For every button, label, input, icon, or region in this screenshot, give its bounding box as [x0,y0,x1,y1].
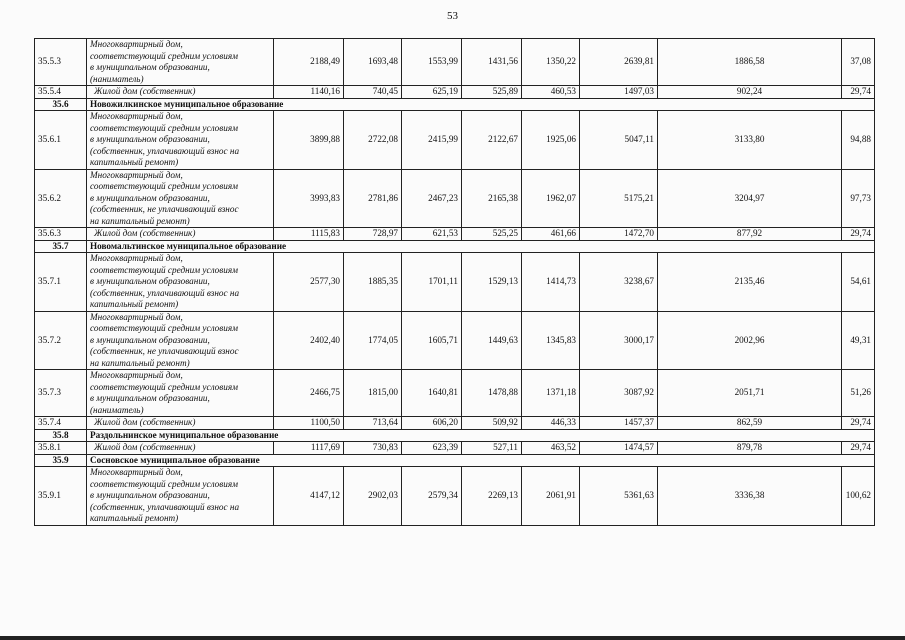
value-cell: 1815,00 [344,370,402,417]
value-cell: 525,25 [462,228,522,241]
row-description [87,169,274,228]
value-cell: 623,39 [402,442,462,455]
value-cell: 877,92 [658,228,842,241]
table-row [35,467,875,526]
table-row [35,253,875,312]
value-cell: 1474,57 [580,442,658,455]
section-row [35,240,875,253]
value-cell: 37,08 [842,39,875,86]
value-cell: 525,89 [462,86,522,99]
row-code: 35.6.1 [35,111,87,170]
value-cell: 2188,49 [274,39,344,86]
section-title: Раздольнинское муниципальное образование [87,429,875,442]
description-line: соответствующий средним условиям [90,181,238,191]
description-line: (собственник, не уплачивающий взнос [90,346,239,356]
row-description [87,417,274,430]
value-cell: 3204,97 [658,169,842,228]
value-cell: 3000,17 [580,311,658,370]
value-cell: 94,88 [842,111,875,170]
description-line: Многоквартирный дом, [90,39,183,49]
section-row [35,429,875,442]
description-line: соответствующий средним условиям [90,122,238,133]
row-code: 35.5.3 [35,39,87,86]
row-description [87,111,274,170]
description-line: Жилой дом (собственник) [94,228,196,238]
table-row [35,311,875,370]
value-cell: 1605,71 [402,311,462,370]
description-line: Многоквартирный дом, [90,111,183,121]
value-cell: 1472,70 [580,228,658,241]
value-cell: 1885,35 [344,253,402,312]
value-cell: 1115,83 [274,228,344,241]
description-line: капитальный ремонт) [90,513,179,523]
section-code: 35.6 [35,98,87,111]
value-cell: 463,52 [522,442,580,455]
value-cell: 51,26 [842,370,875,417]
description-line: (собственник, уплачивающий взнос на [90,145,240,156]
value-cell: 2135,46 [658,253,842,312]
tariff-table [34,38,875,526]
description-line: в муниципальном образовании, [90,134,210,144]
section-row [35,454,875,467]
row-code: 35.8.1 [35,442,87,455]
row-description [87,228,274,241]
row-code: 35.7.2 [35,311,87,370]
section-code: 35.7 [35,240,87,253]
description-line: Жилой дом (собственник) [94,417,196,427]
value-cell: 5361,63 [580,467,658,526]
value-cell: 1529,13 [462,253,522,312]
value-cell: 2269,13 [462,467,522,526]
value-cell: 1478,88 [462,370,522,417]
value-cell: 879,78 [658,442,842,455]
row-code: 35.6.2 [35,169,87,228]
value-cell: 2165,38 [462,169,522,228]
section-code: 35.9 [35,454,87,467]
row-description [87,39,274,86]
value-cell: 2415,99 [402,111,462,170]
value-cell: 1886,58 [658,39,842,86]
description-line: (наниматель) [90,404,144,415]
value-cell: 97,73 [842,169,875,228]
description-line: в муниципальном образовании, [90,276,210,286]
value-cell: 1371,18 [522,370,580,417]
value-cell: 3087,92 [580,370,658,417]
description-line: (наниматель) [90,73,144,84]
value-cell: 460,53 [522,86,580,99]
description-line: (собственник, уплачивающий взнос на [90,287,240,298]
value-cell: 49,31 [842,311,875,370]
row-description [87,253,274,312]
description-line: Жилой дом (собственник) [94,442,196,452]
row-description [87,86,274,99]
value-cell: 1449,63 [462,311,522,370]
description-line: Многоквартирный дом, [90,370,183,380]
value-cell: 2722,08 [344,111,402,170]
section-code: 35.8 [35,429,87,442]
value-cell: 509,92 [462,417,522,430]
description-line: соответствующий средним условиям [90,264,238,275]
value-cell: 446,33 [522,417,580,430]
row-code: 35.5.4 [35,86,87,99]
value-cell: 730,83 [344,442,402,455]
section-title: Сосновское муниципальное образование [87,454,875,467]
row-code: 35.7.4 [35,417,87,430]
value-cell: 728,97 [344,228,402,241]
table-row [35,417,875,430]
section-title: Новожилкинское муниципальное образование [87,98,875,111]
value-cell: 1100,50 [274,417,344,430]
table-row [35,111,875,170]
section-row [35,98,875,111]
row-description [87,311,274,370]
value-cell: 3133,80 [658,111,842,170]
description-line: в муниципальном образовании, [90,393,210,403]
description-line: Жилой дом (собственник) [94,86,196,96]
value-cell: 3336,38 [658,467,842,526]
value-cell: 29,74 [842,86,875,99]
value-cell: 1431,56 [462,39,522,86]
value-cell: 461,66 [522,228,580,241]
description-line: в муниципальном образовании, [90,62,210,72]
value-cell: 1345,83 [522,311,580,370]
description-line: на капитальный ремонт) [90,357,190,368]
description-line: соответствующий средним условиям [90,50,238,61]
value-cell: 2781,86 [344,169,402,228]
description-line: Многоквартирный дом, [90,169,183,180]
value-cell: 1693,48 [344,39,402,86]
value-cell: 2402,40 [274,311,344,370]
value-cell: 2051,71 [658,370,842,417]
value-cell: 1350,22 [522,39,580,86]
value-cell: 1457,37 [580,417,658,430]
row-code: 35.7.3 [35,370,87,417]
page-number: 53 [447,10,458,22]
page-bottom-border [0,636,905,640]
value-cell: 1140,16 [274,86,344,99]
value-cell: 527,11 [462,442,522,455]
value-cell: 100,62 [842,467,875,526]
value-cell: 2467,23 [402,169,462,228]
description-line: (собственник, уплачивающий взнос на [90,501,240,512]
row-description [87,442,274,455]
value-cell: 1962,07 [522,169,580,228]
table-row [35,228,875,241]
value-cell: 2579,34 [402,467,462,526]
description-line: капитальный ремонт) [90,299,179,309]
value-cell: 29,74 [842,228,875,241]
value-cell: 606,20 [402,417,462,430]
value-cell: 54,61 [842,253,875,312]
value-cell: 625,19 [402,86,462,99]
description-line: Многоквартирный дом, [90,253,183,263]
section-title: Новомальтинское муниципальное образование [87,240,875,253]
description-line: на капитальный ремонт) [90,215,190,226]
description-line: в муниципальном образовании, [90,192,210,203]
table-row [35,169,875,228]
value-cell: 3238,67 [580,253,658,312]
value-cell: 1925,06 [522,111,580,170]
value-cell: 2466,75 [274,370,344,417]
value-cell: 1553,99 [402,39,462,86]
description-line: соответствующий средним условиям [90,323,238,333]
description-line: (собственник, не уплачивающий взнос [90,204,239,214]
description-line: соответствующий средним условиям [90,381,238,392]
value-cell: 1414,73 [522,253,580,312]
value-cell: 621,53 [402,228,462,241]
table-row [35,39,875,86]
table-body [35,39,875,526]
description-line: Многоквартирный дом, [90,467,183,477]
description-line: капитальный ремонт) [90,157,179,167]
row-code: 35.7.1 [35,253,87,312]
value-cell: 1497,03 [580,86,658,99]
row-code: 35.9.1 [35,467,87,526]
value-cell: 862,59 [658,417,842,430]
value-cell: 2639,81 [580,39,658,86]
row-code: 35.6.3 [35,228,87,241]
value-cell: 2577,30 [274,253,344,312]
value-cell: 3899,88 [274,111,344,170]
value-cell: 902,24 [658,86,842,99]
value-cell: 1640,81 [402,370,462,417]
description-line: Многоквартирный дом, [90,311,183,322]
description-line: в муниципальном образовании, [90,334,210,345]
value-cell: 1701,11 [402,253,462,312]
row-description [87,370,274,417]
value-cell: 29,74 [842,417,875,430]
value-cell: 29,74 [842,442,875,455]
value-cell: 5047,11 [580,111,658,170]
value-cell: 1117,69 [274,442,344,455]
table-row [35,442,875,455]
row-description [87,467,274,526]
value-cell: 5175,21 [580,169,658,228]
value-cell: 1774,05 [344,311,402,370]
value-cell: 2122,67 [462,111,522,170]
table-row [35,86,875,99]
value-cell: 3993,83 [274,169,344,228]
description-line: в муниципальном образовании, [90,490,210,500]
value-cell: 713,64 [344,417,402,430]
value-cell: 2061,91 [522,467,580,526]
value-cell: 740,45 [344,86,402,99]
value-cell: 2902,03 [344,467,402,526]
value-cell: 4147,12 [274,467,344,526]
table-row [35,370,875,417]
value-cell: 2002,96 [658,311,842,370]
description-line: соответствующий средним условиям [90,478,238,489]
